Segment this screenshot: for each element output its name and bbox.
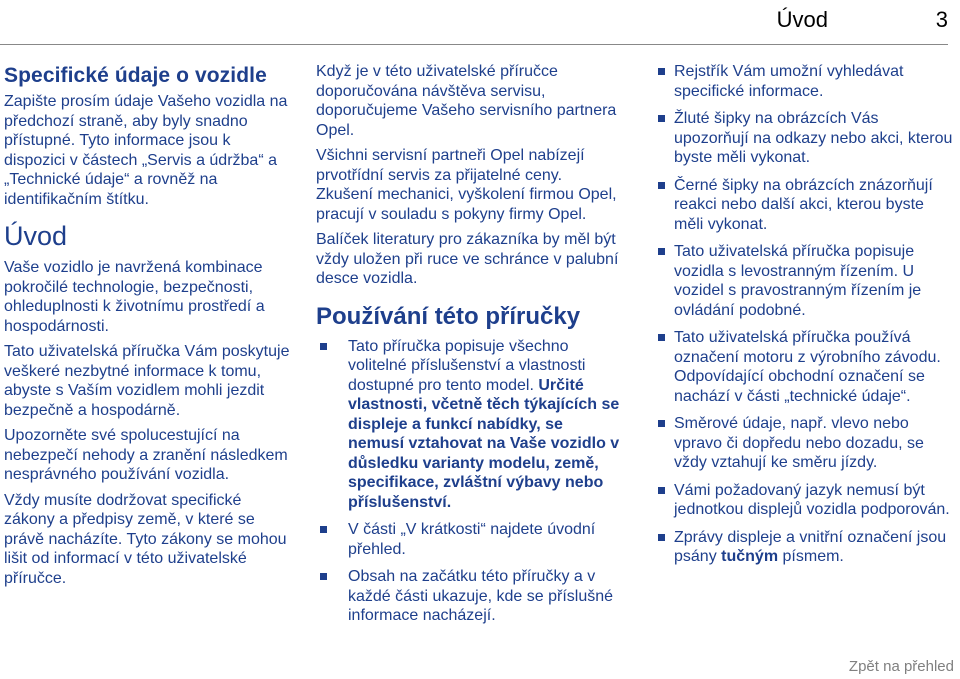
list-item — [658, 242, 953, 320]
list-item — [316, 567, 621, 626]
list-item-text: Žluté šipky na obrázcích Vás upozorňují na odkazy nebo akci, kterou byste měli vykonat. — [674, 110, 953, 166]
paragraph: Vaše vozidlo je navržená kombinace pokročilé technologie, bezpečnosti, ohleduplnosti k životnímu prostředí a hospodárnosti. — [4, 259, 265, 335]
list-item — [658, 176, 953, 235]
list-item — [658, 62, 953, 101]
square-bullet-icon — [658, 115, 665, 122]
section-heading-using-manual: Používání této příručky — [316, 302, 581, 330]
list-item-bold-text: tučným — [721, 548, 779, 565]
list-item-text: Tato uživatelská příručka popisuje vozidla s levostranným řízením. U vozidel s pravostranným řízením je ovládání podobné. — [674, 243, 922, 319]
chapter-heading-intro: Úvod — [4, 221, 68, 251]
paragraph: Když je v této uživatelské příručce doporučována návštěva servisu, doporučujeme Vašeho servisního partnera Opel. — [316, 63, 617, 139]
list-item — [316, 520, 621, 559]
list-item-text: Směrové údaje, např. vlevo nebo vpravo či dopředu nebo dozadu, se vždy vztahují ke směru jízdy. — [674, 415, 924, 471]
square-bullet-icon — [658, 420, 665, 427]
square-bullet-icon — [658, 334, 665, 341]
list-item — [658, 481, 953, 520]
list-item — [658, 328, 953, 406]
list-item-text: písmem. — [782, 548, 844, 565]
list-item-text: Vámi požadovaný jazyk nemusí být jednotkou displejů vozidla podporován. — [674, 481, 950, 518]
column-right — [658, 62, 953, 575]
bullet-list — [658, 62, 953, 567]
list-item-text: V části „V krátkosti“ najdete úvodní přehled. — [348, 521, 596, 558]
column-left — [4, 62, 294, 594]
intro-paragraph: Zapište prosím údaje Vašeho vozidla na předchozí straně, aby byly snadno přístupné. Tyto informace jsou k dispozici v částech „Servis a údržba“ a „Technické údaje“ a rovněž na identifikačním štítku. — [4, 93, 288, 208]
list-item — [658, 528, 953, 567]
list-item-text: Tato příručka popisuje všechno volitelné příslušenství a vlastnosti dostupné pro tento model. — [348, 337, 586, 394]
paragraph: Tato uživatelská příručka Vám poskytuje veškeré nezbytné informace k tomu, abyste s Vaším vozidlem mohli jezdit bezpečně a hospodárně. — [4, 343, 290, 419]
list-item-text: Tato uživatelská příručka používá označení motoru z výrobního závodu. Odpovídající obchodní označení se nachází v části „technické údaje“. — [674, 329, 941, 405]
column-middle — [316, 62, 621, 634]
paragraph: Vždy musíte dodržovat specifické zákony a předpisy země, v které se právě nacházíte. Tyto zákony se mohou lišit od informací v této uživatelské příručce. — [4, 491, 287, 587]
square-bullet-icon — [658, 248, 665, 255]
section-heading-vehicle-data: Specifické údaje o vozidle — [4, 64, 267, 87]
list-item-text: Obsah na začátku této příručky a v každé části ukazuje, kde se příslušné informace nacházejí. — [348, 568, 614, 624]
square-bullet-icon — [320, 526, 327, 533]
square-bullet-icon — [320, 343, 327, 350]
paragraph: Balíček literatury pro zákazníka by měl být vždy uložen při ruce ve schránce v palubní desce vozidla. — [316, 231, 619, 287]
square-bullet-icon — [658, 182, 665, 189]
list-item-bold-text: Určité vlastnosti, včetně těch týkajících se displeje a funkcí nabídky, se nemusí vztahovat na Vaše vozidlo v důsledku varianty modelu, země, specifikace, zvláštní výbavy nebo příslušenství. — [348, 376, 620, 511]
list-item — [316, 337, 621, 513]
square-bullet-icon — [320, 573, 327, 580]
paragraph: Všichni servisní partneři Opel nabízejí prvotřídní servis za přijatelné ceny. Zkušení mechanici, vyškolení firmou Opel, pracují v souladu s pokyny firmy Opel. — [316, 147, 617, 223]
paragraph: Upozorněte své spolucestující na nebezpečí nehody a zranění následkem nesprávného používání vozidla. — [4, 427, 288, 483]
back-to-overview-link[interactable]: Zpět na přehled — [848, 658, 954, 675]
list-item — [658, 414, 953, 473]
running-title: Úvod — [776, 7, 828, 32]
header-divider — [0, 44, 948, 45]
list-item — [658, 109, 953, 168]
square-bullet-icon — [658, 534, 665, 541]
square-bullet-icon — [658, 487, 665, 494]
square-bullet-icon — [658, 68, 665, 75]
list-item-text: Černé šipky na obrázcích znázorňují reakci nebo další akci, kterou byste měli vykonat. — [674, 176, 933, 233]
list-item-text: Zprávy displeje a vnitřní označení jsou psány — [674, 528, 947, 565]
page-number: 3 — [935, 7, 948, 32]
list-item-text: Rejstřík Vám umožní vyhledávat specifické informace. — [674, 63, 904, 100]
bullet-list — [316, 337, 621, 626]
page-header — [0, 0, 960, 48]
